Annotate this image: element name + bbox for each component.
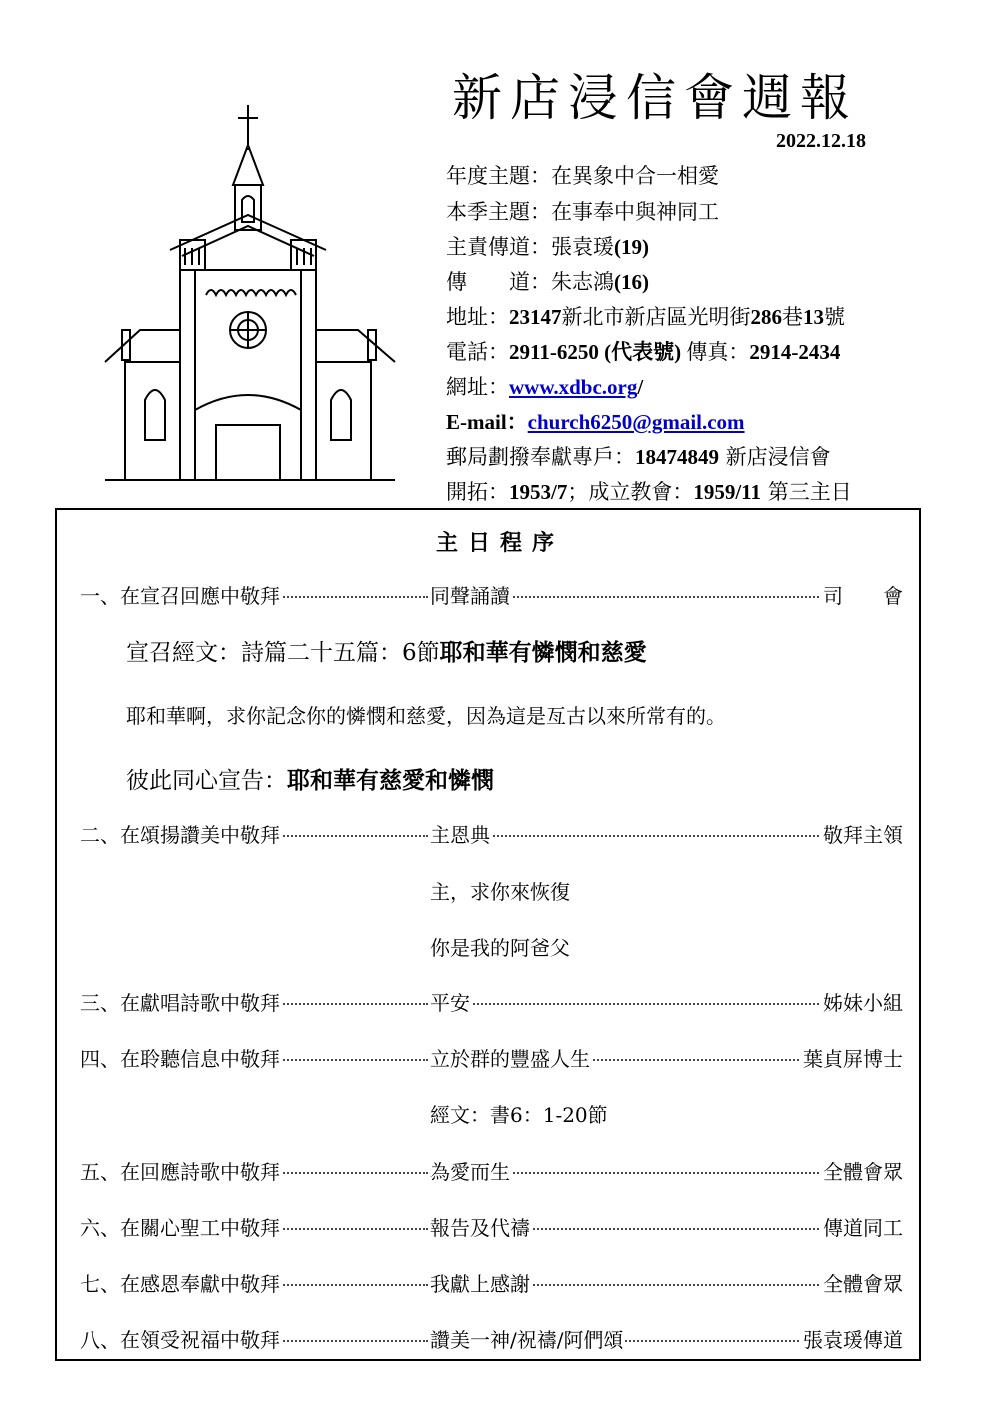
program-content: 平安 [428,987,472,1016]
program-step: 一、在宣召回應中敬拜 [80,580,282,609]
preacher-label: 傳 道： [446,270,551,294]
website [446,371,643,401]
call-scripture-title: 耶和華有憐憫和慈愛 [439,639,647,666]
postal-account-name: 新店浸信會 [719,445,831,469]
website-label: 網址： [446,375,509,399]
program-item [80,1156,903,1188]
founded-label: 開拓： [446,480,509,504]
program-step: 七、在感恩奉獻中敬拜 [80,1268,282,1297]
song-title: 主，求你來恢復 [430,880,570,904]
program-item [80,819,903,851]
program-item [80,1043,903,1075]
program-step: 五、在回應詩歌中敬拜 [80,1156,282,1185]
address [446,301,845,331]
program-step: 四、在聆聽信息中敬拜 [80,1043,282,1072]
address-suffix: 號 [824,305,845,329]
program-item [80,1268,903,1300]
email [446,406,745,436]
address-number-2: 13 [803,305,824,329]
program-leader: 敬拜主領 [821,819,903,848]
program-leader: 全體會眾 [821,1156,903,1185]
program-content: 主恩典 [428,819,492,848]
declaration-label: 彼此同心宣告： [126,768,287,794]
postal-account-label: 郵局劃撥奉獻專戶： [446,445,635,469]
season-theme-value: 在事奉中與神同工 [551,200,719,224]
sermon-scripture: 經文：書6：1-20節 [430,1103,608,1127]
lead-pastor [446,231,649,261]
established-label: ；成立教會： [567,480,694,504]
program-step: 八、在領受祝福中敬拜 [80,1324,282,1353]
program-content: 同聲誦讀 [428,580,512,609]
program-step: 六、在關心聖工中敬拜 [80,1212,282,1241]
founding-info [446,476,852,506]
fax-label: 傳真： [686,340,750,364]
email-label: E-mail： [446,410,528,434]
church-illustration [100,100,400,495]
program-step: 二、在頌揚讚美中敬拜 [80,819,282,848]
program-step: 三、在獻唱詩歌中敬拜 [80,987,282,1016]
phone-number: 2911-6250 [509,340,599,364]
preacher-name: 朱志鴻 [551,270,614,294]
phone-note: (代表號) [598,340,687,364]
program-content: 我獻上感謝 [428,1268,532,1297]
program-leader: 葉貞屏博士 [801,1043,903,1072]
annual-theme [446,160,719,190]
program-leader: 張袁瑗傳道 [801,1324,903,1353]
program-leader: 司 會 [821,580,903,609]
website-link[interactable]: www.xdbc.org [509,375,638,399]
declaration [126,762,494,795]
program-content: 讚美一神/祝禱/阿們頌 [428,1324,625,1353]
address-street: 新北市新店區光明街 [561,305,751,329]
bulletin-title: 新店浸信會週報 [452,69,858,127]
program-item [80,1212,903,1244]
fax-number: 2914-2434 [749,340,841,364]
postal-account-number: 18474849 [635,445,719,469]
program-content: 為愛而生 [428,1156,512,1185]
season-theme [446,196,719,226]
program-item [80,987,903,1019]
program-item [80,1324,903,1356]
annual-theme-label: 年度主題： [446,164,551,188]
established-suffix: 第三主日 [761,480,852,504]
annual-theme-value: 在異象中合一相愛 [551,164,719,188]
established-date: 1959/11 [693,480,762,504]
preacher-number: (16) [614,270,649,294]
song-title: 你是我的阿爸父 [430,936,570,960]
call-scripture-label: 宣召經文：詩篇二十五篇：6節 [126,640,440,666]
lead-pastor-number: (19) [614,235,649,259]
address-zip: 23147 [509,305,562,329]
program-leader: 全體會眾 [821,1268,903,1297]
address-number-1: 286 [750,305,782,329]
founded-date: 1953/7 [509,480,568,504]
program-content: 報告及代禱 [428,1212,532,1241]
call-scripture-text: 耶和華啊，求你記念你的憐憫和慈愛，因為這是亙古以來所常有的。 [126,704,726,728]
phone-label: 電話： [446,340,509,364]
program-content: 立於群的豐盛人生 [428,1043,592,1072]
lead-pastor-name: 張袁瑗 [551,235,614,259]
postal-account [446,441,831,471]
address-label: 地址： [446,305,509,329]
declaration-text: 耶和華有慈愛和憐憫 [287,767,494,794]
program-leader: 姊妹小組 [821,987,903,1016]
phone [446,336,840,366]
program-title: 主日程序 [435,530,564,556]
bulletin-date: 2022.12.18 [776,130,866,152]
program-leader: 傳道同工 [821,1212,903,1241]
address-lane: 巷 [782,305,803,329]
email-link[interactable]: church6250@gmail.com [527,410,745,434]
website-suffix: / [637,375,644,399]
lead-pastor-label: 主責傳道： [446,235,551,259]
program-item [80,580,903,612]
preacher [446,266,649,296]
call-scripture [126,634,647,667]
season-theme-label: 本季主題： [446,200,551,224]
